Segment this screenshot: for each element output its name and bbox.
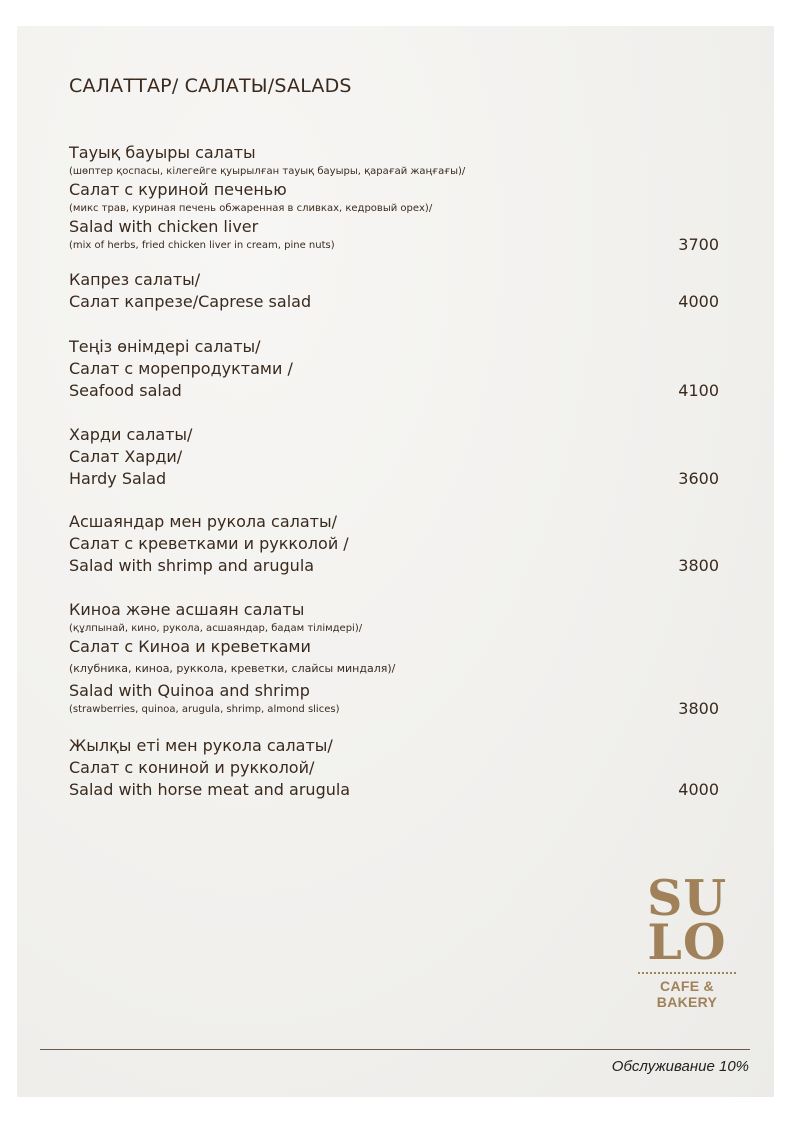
item-price: 4100	[678, 381, 719, 400]
menu-item-quinoa-shrimp-salad	[69, 599, 719, 717]
menu-item-horse-meat-salad	[69, 735, 719, 801]
item-name-kk: Тауық бауыры салаты	[69, 143, 256, 162]
footer-divider	[40, 1049, 750, 1050]
item-name-en: Salad with chicken liver	[69, 217, 259, 236]
item-price: 4000	[678, 292, 719, 311]
item-name-en: Seafood salad	[69, 381, 182, 400]
logo-divider	[638, 972, 736, 974]
logo-line-1: SU	[646, 869, 728, 927]
item-price: 3700	[678, 235, 719, 254]
item-name-en: Salad with Quinoa and shrimp	[69, 681, 310, 700]
menu-item-hardy-salad	[69, 424, 719, 490]
item-description-kk: (құлпынай, кино, рукола, асшаяндар, бадам тілімдері)/	[69, 623, 363, 634]
item-name-en: Salad with shrimp and arugula	[69, 556, 315, 575]
item-name-ru: Салат с креветками и рукколой /	[69, 534, 349, 553]
logo-tagline: CAFE & BAKERY	[656, 978, 718, 1010]
menu-item-shrimp-arugula-salad	[69, 511, 719, 577]
item-description-en: (mix of herbs, fried chicken liver in cream, pine nuts)	[69, 240, 335, 251]
page-title: САЛАТТАР/ САЛАТЫ/SALADS	[69, 75, 352, 97]
item-name-ru: Салат Харди/	[69, 447, 183, 466]
sulo-logo	[632, 869, 742, 1010]
item-name-ru: Салат с кониной и рукколой/	[69, 758, 315, 777]
item-price: 3800	[678, 699, 719, 718]
logo-line-2: LO	[647, 913, 727, 971]
item-description-ru: (микс трав, куриная печень обжаренная в сливках, кедровый орех)/	[69, 203, 433, 214]
item-price: 4000	[678, 780, 719, 799]
item-description-ru: (клубника, киноа, руккола, креветки, слайсы миндаля)/	[69, 662, 396, 675]
item-name-kk: Капрез салаты/	[69, 270, 201, 289]
item-name-ru: Салат с морепродуктами /	[69, 359, 293, 378]
item-name-ru-en: Салат капрезе/Caprese salad	[69, 292, 312, 311]
item-name-ru: Салат с Киноа и креветками	[69, 637, 311, 656]
item-price: 3800	[678, 556, 719, 575]
item-name-kk: Теңіз өнімдері салаты/	[69, 337, 261, 356]
service-charge-note: Обслуживание 10%	[611, 1058, 749, 1075]
item-name-kk: Жылқы еті мен рукола салаты/	[69, 736, 333, 755]
item-description-en: (strawberries, quinoa, arugula, shrimp, almond slices)	[69, 704, 340, 715]
item-name-kk: Киноа және асшаян салаты	[69, 600, 305, 619]
menu-item-chicken-liver-salad	[69, 142, 719, 253]
menu-item-seafood-salad	[69, 336, 719, 402]
item-name-en: Salad with horse meat and arugula	[69, 780, 351, 799]
item-name-ru: Салат с куриной печенью	[69, 180, 287, 199]
menu-item-caprese-salad	[69, 269, 719, 313]
item-name-en: Hardy Salad	[69, 469, 167, 488]
item-name-kk: Асшаяндар мен рукола салаты/	[69, 512, 338, 531]
item-description-kk: (шөптер қоспасы, кілегейге қуырылған тауық бауыры, қарағай жаңғағы)/	[69, 166, 466, 177]
item-price: 3600	[678, 469, 719, 488]
item-name-kk: Харди салаты/	[69, 425, 193, 444]
